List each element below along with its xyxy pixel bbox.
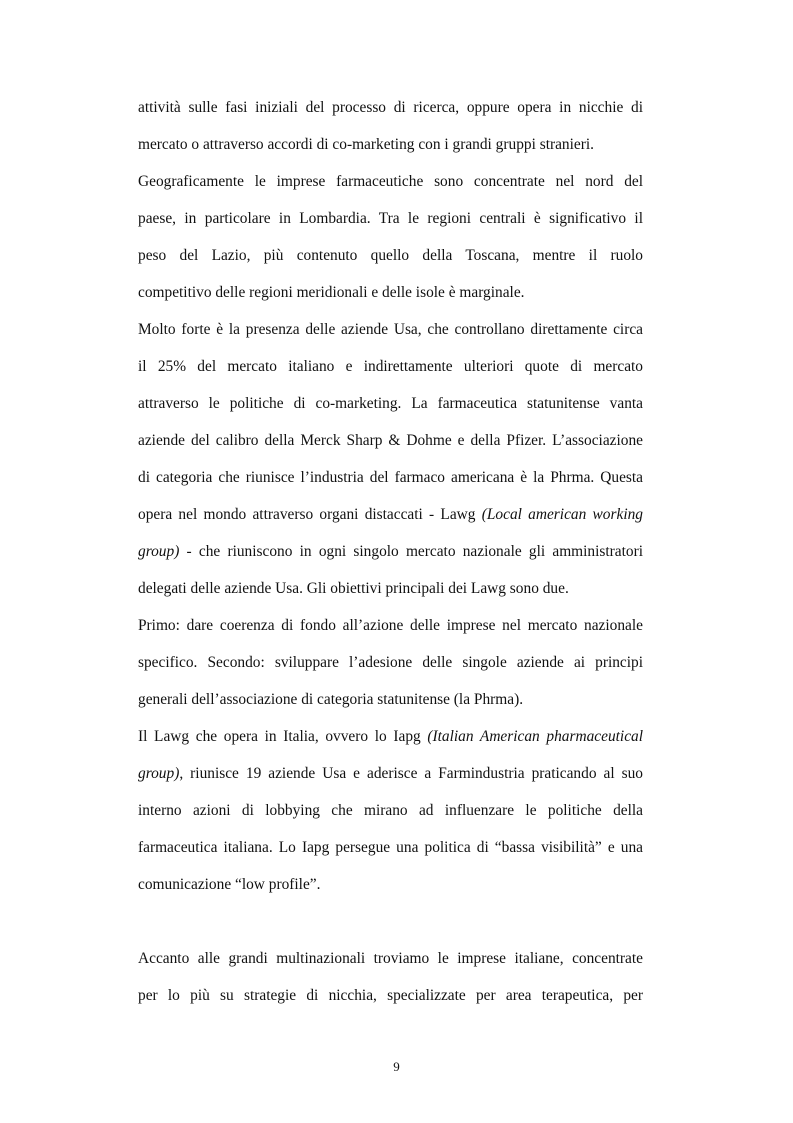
- text-run: il 25% del mercato italiano e indirettamente ulteriori quote di mercato: [138, 358, 643, 375]
- text-run: interno azioni di lobbying che mirano ad influenzare le politiche della: [138, 802, 643, 819]
- text-line: [138, 274, 643, 311]
- text-run: farmaceutica italiana. Lo Iapg persegue una politica di “bassa visibilità” e una: [138, 839, 643, 856]
- text-line: [138, 459, 643, 496]
- text-line: [138, 311, 643, 348]
- paragraph: [138, 311, 643, 607]
- text-run: attraverso le politiche di co-marketing. La farmaceutica statunitense vanta: [138, 395, 643, 412]
- text-run: Accanto alle grandi multinazionali troviamo le imprese italiane, concentrate: [138, 950, 643, 967]
- text-line: [138, 89, 643, 126]
- text-line: [138, 163, 643, 200]
- text-line: [138, 940, 643, 977]
- paragraph: [138, 89, 643, 163]
- text-line: [138, 496, 643, 533]
- italic-text: (Local american working: [481, 506, 643, 523]
- text-run: delegati delle aziende Usa. Gli obiettivi principali dei Lawg sono due.: [138, 580, 569, 597]
- paragraph: [138, 163, 643, 311]
- italic-text: group): [138, 765, 180, 782]
- paragraph-gap: [138, 903, 643, 940]
- text-run: - che riuniscono in ogni singolo mercato nazionale gli amministratori: [179, 543, 643, 560]
- text-line: [138, 644, 643, 681]
- text-run: di categoria che riunisce l’industria del farmaco americana è la Phrma. Questa: [138, 469, 643, 486]
- text-run: generali dell’associazione di categoria statunitense (la Phrma).: [138, 691, 524, 708]
- text-run: opera nel mondo attraverso organi distaccati - Lawg: [138, 506, 482, 523]
- text-line: [138, 533, 643, 570]
- text-line: [138, 200, 643, 237]
- text-run: attività sulle fasi iniziali del processo di ricerca, oppure opera in nicchie di: [138, 99, 643, 116]
- text-run: mercato o attraverso accordi di co-marketing con i grandi gruppi stranieri.: [138, 136, 594, 153]
- document-body: [138, 89, 643, 1014]
- text-run: Il Lawg che opera in Italia, ovvero lo Iapg: [138, 728, 428, 745]
- text-line: [138, 422, 643, 459]
- text-run: aziende del calibro della Merck Sharp & Dohme e della Pfizer. L’associazione: [138, 432, 643, 449]
- italic-text: (Italian American pharmaceutical: [427, 728, 644, 745]
- text-run: per lo più su strategie di nicchia, specializzate per area terapeutica, per: [138, 987, 643, 1004]
- text-line: [138, 607, 643, 644]
- text-line: [138, 348, 643, 385]
- text-run: Molto forte è la presenza delle aziende Usa, che controllano direttamente circa: [138, 321, 643, 338]
- text-run: paese, in particolare in Lombardia. Tra le regioni centrali è significativo il: [138, 210, 643, 227]
- text-run: Geograficamente le imprese farmaceutiche sono concentrate nel nord del: [138, 173, 643, 190]
- text-line: [138, 829, 643, 866]
- text-run: specifico. Secondo: sviluppare l’adesione delle singole aziende ai principi: [138, 654, 643, 671]
- text-line: [138, 126, 643, 163]
- paragraph: [138, 607, 643, 718]
- text-line: [138, 792, 643, 829]
- text-run: , riunisce 19 aziende Usa e aderisce a Farmindustria praticando al suo: [179, 765, 643, 782]
- text-line: [138, 681, 643, 718]
- text-line: [138, 237, 643, 274]
- paragraph: [138, 940, 643, 1014]
- page-number: 9: [393, 1059, 400, 1074]
- italic-text: group): [138, 543, 180, 560]
- paragraph: [138, 718, 643, 903]
- text-line: [138, 570, 643, 607]
- text-run: competitivo delle regioni meridionali e delle isole è marginale.: [138, 284, 525, 301]
- text-run: peso del Lazio, più contenuto quello della Toscana, mentre il ruolo: [138, 247, 643, 264]
- text-line: [138, 977, 643, 1014]
- text-run: Primo: dare coerenza di fondo all’azione delle imprese nel mercato nazionale: [138, 617, 643, 634]
- text-line: [138, 866, 643, 903]
- text-line: [138, 755, 643, 792]
- text-line: [138, 385, 643, 422]
- text-run: comunicazione “low profile”.: [138, 876, 321, 893]
- text-line: [138, 718, 643, 755]
